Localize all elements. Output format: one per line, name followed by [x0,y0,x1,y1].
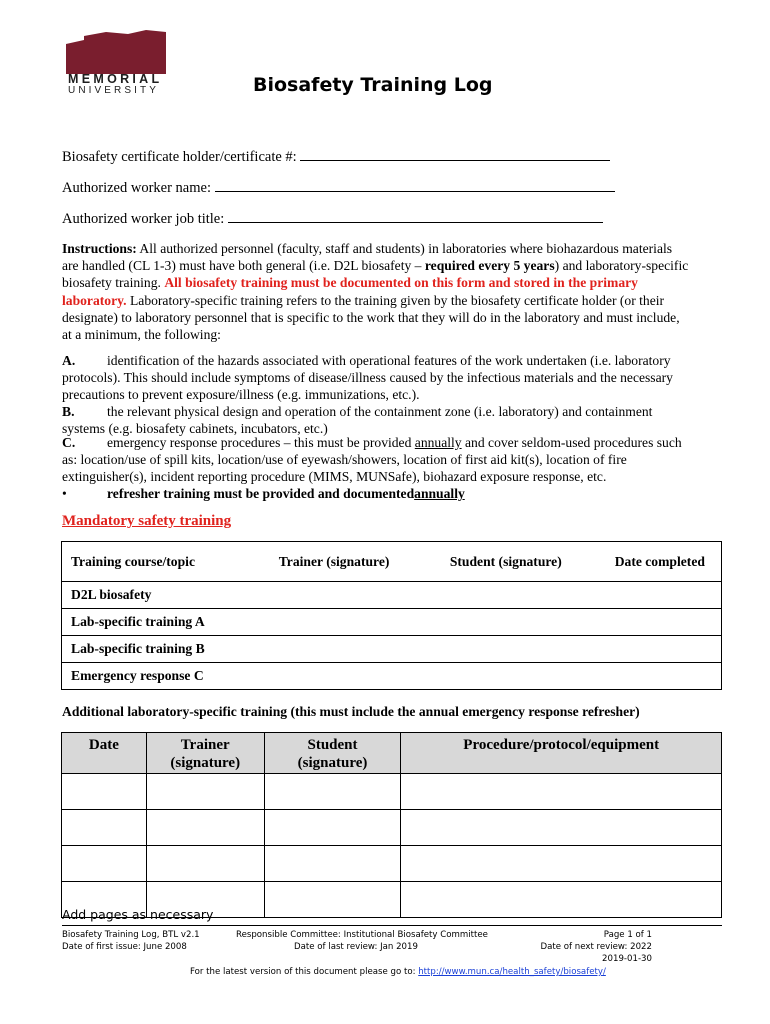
worker-name-field [62,179,615,197]
job-title-field [62,210,603,228]
flag-emblem-icon [66,30,166,74]
bullet-text: refresher training must be provided and documented [107,486,415,501]
footer-right [520,929,652,965]
cell-procedure[interactable] [401,810,722,846]
table-row[interactable] [62,582,722,609]
header-student-signature: Student (signature) [264,733,401,774]
table-row[interactable] [62,846,722,882]
footer-page: Page 1 of 1 [603,930,652,940]
instructions-text1: All authorized personnel (faculty, staff and students) in laboratories where biohazardous materials are handled (CL 1-3) must have both general (i.e. D2L biosafety – [62,241,673,274]
refresher-bullet [62,485,465,502]
mandatory-training-heading: Mandatory safety training [62,513,232,529]
header-date-completed: Date completed [599,542,722,582]
table-header-row [62,542,722,582]
row-lab-specific-a[interactable]: Lab-specific training A [62,609,722,636]
mandatory-training-table [61,541,722,690]
header-date: Date [62,733,147,774]
footer-committee: Responsible Committee: Institutional Biosafety Committee [236,930,488,940]
item-b-text: the relevant physical design and operation of the containment zone (i.e. laboratory) and containment systems (e.g. biosafety cabinets, incubators, etc.) [62,404,653,437]
cell-trainer[interactable] [146,810,264,846]
item-b [62,403,692,437]
table-row[interactable] [62,810,722,846]
table-row[interactable] [62,609,722,636]
instructions-text2: ) and laboratory-specific biosafety training. [62,258,689,291]
bullet-underlined: annually [414,486,465,501]
row-emergency-response-c[interactable]: Emergency response C [62,663,722,690]
footer-next-review: Date of next review: 2022 [540,942,652,952]
header-student: Student (signature) [413,542,599,582]
header-trainer: Trainer (signature) [255,542,413,582]
header-training-course: Training course/topic [62,542,256,582]
worker-name-label: Authorized worker name: [62,180,211,196]
instructions-text3: Laboratory-specific training refers to the training given by the biosafety certificate holder (or their designate) to laboratory personnel that is specific to the work that they will do in the laboratory and must include, at a minimum, the following: [62,292,680,343]
additional-training-table [61,732,722,918]
cell-date[interactable] [62,810,147,846]
header-trainer-signature: Trainer (signature) [146,733,264,774]
certificate-holder-blank[interactable] [300,148,610,161]
worker-name-blank[interactable] [215,179,615,192]
footer-first-issue: Date of first issue: June 2008 [62,942,187,952]
table-row[interactable] [62,774,722,810]
cell-date[interactable] [62,774,147,810]
add-pages-note: Add pages as necessary [62,907,214,922]
additional-training-heading: Additional laboratory-specific training (this must include the annual emergency response refresher) [62,704,640,719]
footer-date: 2019-01-30 [602,954,652,964]
cell-trainer[interactable] [146,774,264,810]
instructions-red-note: All biosafety training must be documented on this form and stored in the primary laboratory. [62,275,638,308]
instructions-label: Instructions: [62,241,137,256]
footer-last-review: Date of last review: Jan 2019 [294,942,418,952]
row-lab-specific-b[interactable]: Lab-specific training B [62,636,722,663]
item-c-underlined: annually [414,435,462,450]
item-a-text: identification of the hazards associated with operational features of the work undertaken (i.e. laboratory protocols). This should include symptoms of disease/illness caused by the infectious materials and the necessary precautions to prevent exposure/illness (e.g. immunizations, etc.). [62,353,673,403]
certificate-holder-field [62,148,610,166]
item-a [62,352,692,404]
cell-student[interactable] [264,810,401,846]
item-a-label: A. [62,353,76,368]
footer-version: Biosafety Training Log, BTL v2.1 [62,930,200,940]
logo-line1: MEMORIAL [68,72,163,86]
logo-line2: UNIVERSITY [68,85,160,96]
job-title-label: Authorized worker job title: [62,211,225,227]
instructions-bold1: required every 5 years [424,258,555,274]
row-d2l-biosafety[interactable]: D2L biosafety [62,582,722,609]
item-b-label: B. [62,404,75,419]
footer-latest-version [190,966,606,978]
memorial-university-logo [66,30,166,96]
cell-procedure[interactable] [401,846,722,882]
biosafety-link[interactable]: http://www.mun.ca/health_safety/biosafety/ [418,967,606,977]
bullet-icon: • [62,486,67,501]
item-c-text-after: and cover seldom-used procedures such as: location/use of spill kits, location/use of eyewash/showers, location of first aid kit(s), location of fire extinguisher(s), incident reporting procedure (MIMS, MUNSafe), biohazard exposure response, etc. [62,435,682,485]
cell-trainer[interactable] [146,846,264,882]
job-title-blank[interactable] [228,210,603,223]
item-c-text-before: emergency response procedures – this must be provided [107,435,415,450]
cell-student[interactable] [264,774,401,810]
footer-center [236,929,488,953]
page-title: Biosafety Training Log [253,74,493,96]
table-header-row [62,733,722,774]
table-row[interactable] [62,636,722,663]
instructions-paragraph [62,240,692,343]
footer-divider [62,925,722,926]
cell-student[interactable] [264,846,401,882]
cell-procedure[interactable] [401,774,722,810]
cell-student[interactable] [264,882,401,918]
certificate-holder-label: Biosafety certificate holder/certificate #: [62,149,297,165]
item-c [62,434,692,486]
footer-left [62,929,200,953]
table-row[interactable] [62,663,722,690]
footer-latest-text: For the latest version of this document please go to: [190,967,419,977]
cell-date[interactable] [62,846,147,882]
header-procedure: Procedure/protocol/equipment [401,733,722,774]
item-c-label: C. [62,435,76,450]
cell-procedure[interactable] [401,882,722,918]
